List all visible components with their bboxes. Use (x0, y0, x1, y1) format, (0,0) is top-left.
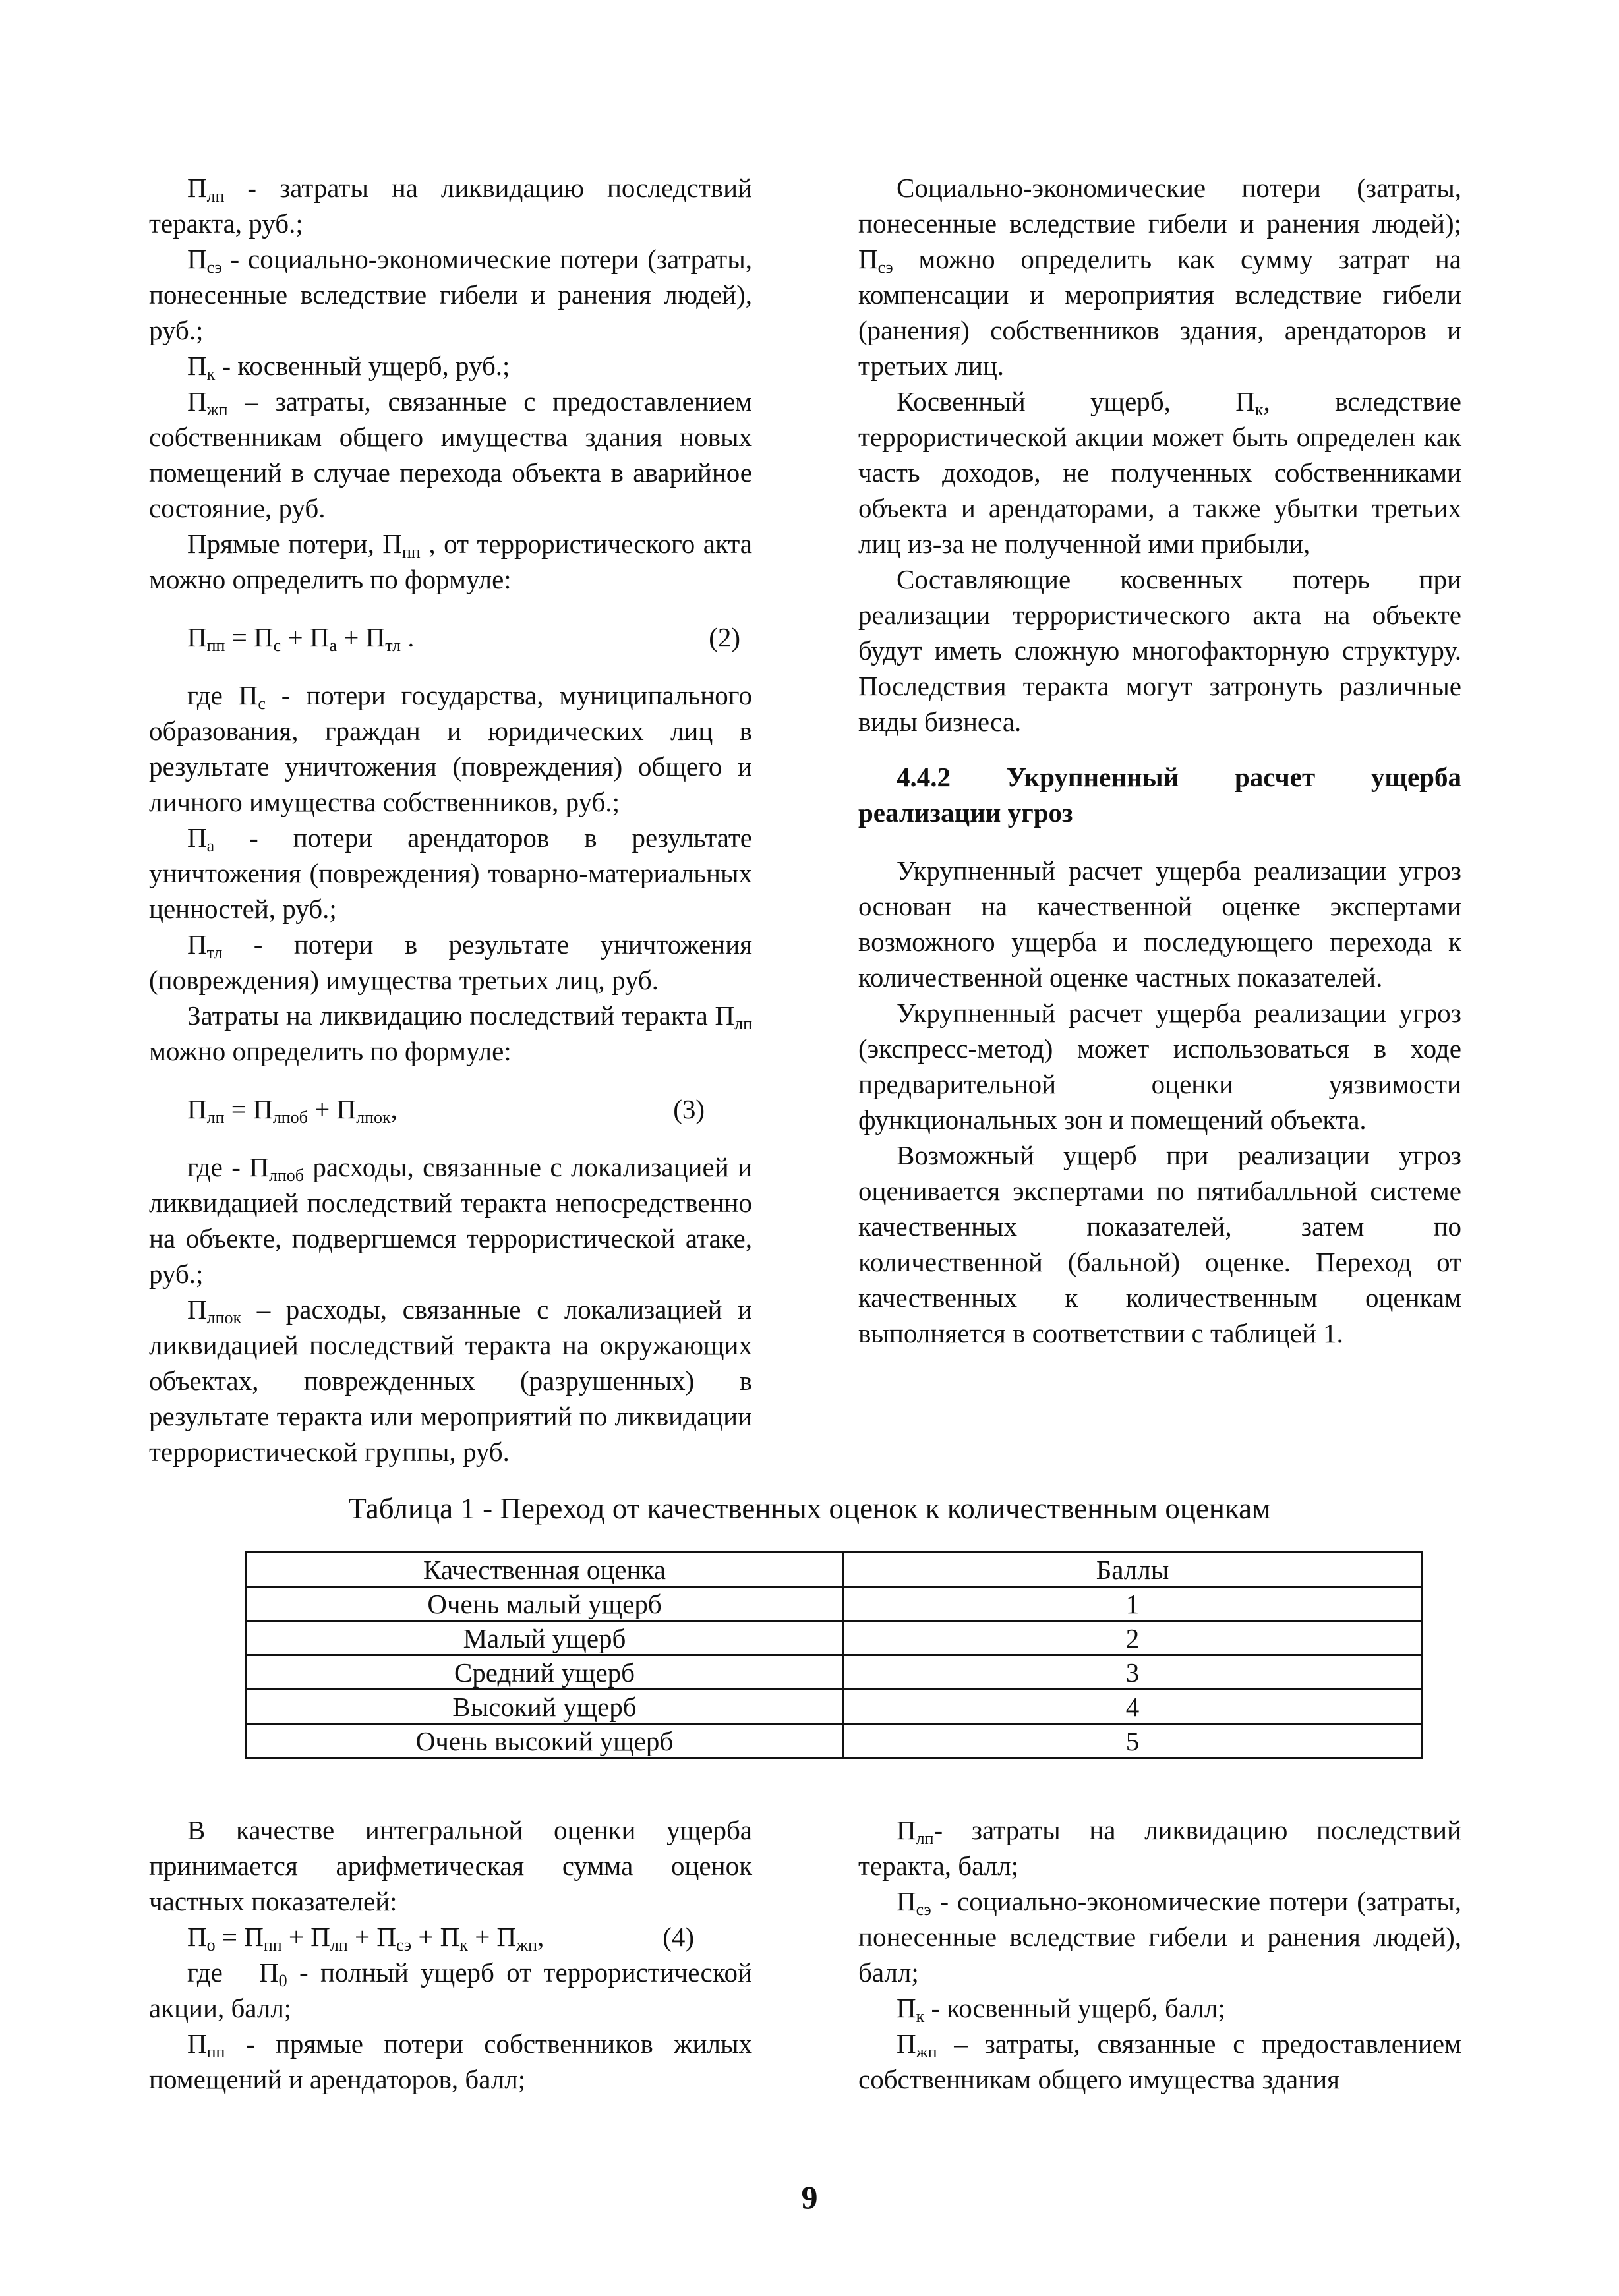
paragraph: где $П_с$ - потери государства, муниципального образования, граждан и юридических лиц в результате уничтожения (повреждения) общего и личного имущества собственников, руб.; (149, 680, 752, 817)
paragraph: $П_{жп}$ – затраты, связанные с предоставлением собственникам общего имущества здания новых помещений в случае перехода объекта в аварийное состояние, руб. (149, 386, 752, 523)
grade-table (245, 1551, 1423, 1759)
formula-2: $П_{пп} = П_с + П_а + П_{тл}$ . (2) (187, 619, 752, 655)
paragraph: $П_к$ - косвенный ущерб, руб.; (187, 351, 510, 384)
column-header: Качественная оценка (247, 1553, 843, 1587)
paragraph: $П_{тл}$ - потери в результате уничтожения (повреждения) имущества третьих лиц, руб. (149, 929, 752, 995)
table-cell: Очень малый ущерб (247, 1587, 843, 1621)
paragraph: $П_а$ - потери арендаторов в результате уничтожения (повреждения) товарно-материальных ценностей, руб.; (149, 822, 752, 924)
table-cell: Высокий ущерб (247, 1690, 843, 1724)
formula-number: (4) (662, 1922, 694, 1952)
table-cell: 4 (843, 1690, 1423, 1724)
paragraph: $П_{жп}$ – затраты, связанные с предоставлением собственникам общего имущества здания (858, 2028, 1461, 2094)
table-row (247, 1724, 1423, 1758)
table-cell: 2 (843, 1621, 1423, 1655)
paragraph: $П_к$ - косвенный ущерб, балл; (897, 1993, 1225, 2026)
left-column (149, 170, 752, 1470)
paragraph: $П_{лпок}$ – расходы, связанные с локализацией и ликвидацией последствий теракта на окружающих объектах, поврежденных (разрушенных) в результате теракта или мероприятий по ликвидации террористической группы, руб. (149, 1294, 752, 1467)
table-header-row (247, 1553, 1423, 1587)
paragraph: В качестве интегральной оценки ущерба принимается арифметическая сумма оценок частных показателей: (149, 1815, 752, 1916)
paragraph: Социально-экономические потери (затраты, понесенные вследствие гибели и ранения людей); $П_{сэ}$ можно определить как сумму затрат на компенсации и мероприятия вследствие гибели (ранения) собственников здания, арендаторов и третьих лиц. (858, 173, 1461, 381)
column-header: Баллы (843, 1553, 1423, 1587)
paragraph: $П_{лп}$ - затраты на ликвидацию последствий теракта, руб.; (149, 173, 752, 239)
table-row (247, 1655, 1423, 1690)
paragraph: Возможный ущерб при реализации угроз оценивается экспертами по пятибалльной системе качественных показателей, затем по количественной (бальной) оценке. Переход от качественных к количественным оценкам выполняется в соответствии с таблицей 1. (858, 1140, 1461, 1348)
section-heading: 4.4.2 Укрупненный расчет ущерба реализации угроз (858, 762, 1461, 828)
table-cell: Малый ущерб (247, 1621, 843, 1655)
table-cell: Средний ущерб (247, 1655, 843, 1690)
table-row (247, 1587, 1423, 1621)
formula-number: (3) (673, 1094, 705, 1124)
paragraph: $П_{сэ}$ - социально-экономические потери (затраты, понесенные вследствие гибели и ранения людей), руб.; (149, 244, 752, 345)
table-row (247, 1621, 1423, 1655)
paragraph: Укрупненный расчет ущерба реализации угроз (экспресс-метод) может использоваться в ходе предварительной оценки уязвимости функциональных зон и помещений объекта. (858, 998, 1461, 1135)
bottom-left-column (149, 1812, 752, 2097)
table-cell: 5 (843, 1724, 1423, 1758)
paragraph: Составляющие косвенных потерь при реализации террористического акта на объекте будут иметь сложную многофакторную структуру. Последствия теракта могут затронуть различные виды бизнеса. (858, 564, 1461, 737)
table-caption: Таблица 1 - Переход от качественных оценок к количественным оценкам (348, 1492, 1271, 1525)
paragraph: где $П_0$ - полный ущерб от террористической акции, балл; (149, 1957, 752, 2023)
formula-number: (2) (709, 622, 740, 652)
paragraph: Укрупненный расчет ущерба реализации угроз основан на качественной оценке экспертами возможного ущерба и последующего перехода к количественной оценке частных показателей. (858, 855, 1461, 992)
table-cell: 3 (843, 1655, 1423, 1690)
paragraph: Прямые потери, $П_{пп}$ , от террористического акта можно определить по формуле: (149, 529, 752, 594)
right-column (858, 170, 1461, 1351)
paragraph: Косвенный ущерб, $П_к$, вследствие террористической акции может быть определен как часть доходов, не полученных собственниками объекта и арендаторами, а также убытки третьих лиц из-за не полученной ими прибыли, (858, 386, 1461, 559)
bottom-right-column (858, 1812, 1461, 2097)
paragraph: $П_{сэ}$ - социально-экономические потери (затраты, понесенные вследствие гибели и ранения людей), балл; (858, 1886, 1461, 1988)
table-cell: 1 (843, 1587, 1423, 1621)
table-row (247, 1690, 1423, 1724)
formula-4: $П_о = П_{пп} + П_{лп} + П_{сэ} + П_к + П_{жп}$, (4) (187, 1919, 752, 1955)
paragraph: где - $П_{лпоб}$ расходы, связанные с локализацией и ликвидацией последствий теракта непосредственно на объекте, подвергшемся террористической атаке, руб.; (149, 1152, 752, 1289)
paragraph: Затраты на ликвидацию последствий теракта $П_{лп}$ можно определить по формуле: (149, 1000, 752, 1066)
formula-3: $П_{лп} = П_{лпоб} + П_{лпок}$, (3) (187, 1091, 752, 1127)
paragraph: $П_{лп}-$ затраты на ликвидацию последствий теракта, балл; (858, 1815, 1461, 1881)
table-cell: Очень высокий ущерб (247, 1724, 843, 1758)
paragraph: $П_{пп}$ - прямые потери собственников жилых помещений и арендаторов, балл; (149, 2028, 752, 2094)
page-number: 9 (801, 2179, 818, 2216)
